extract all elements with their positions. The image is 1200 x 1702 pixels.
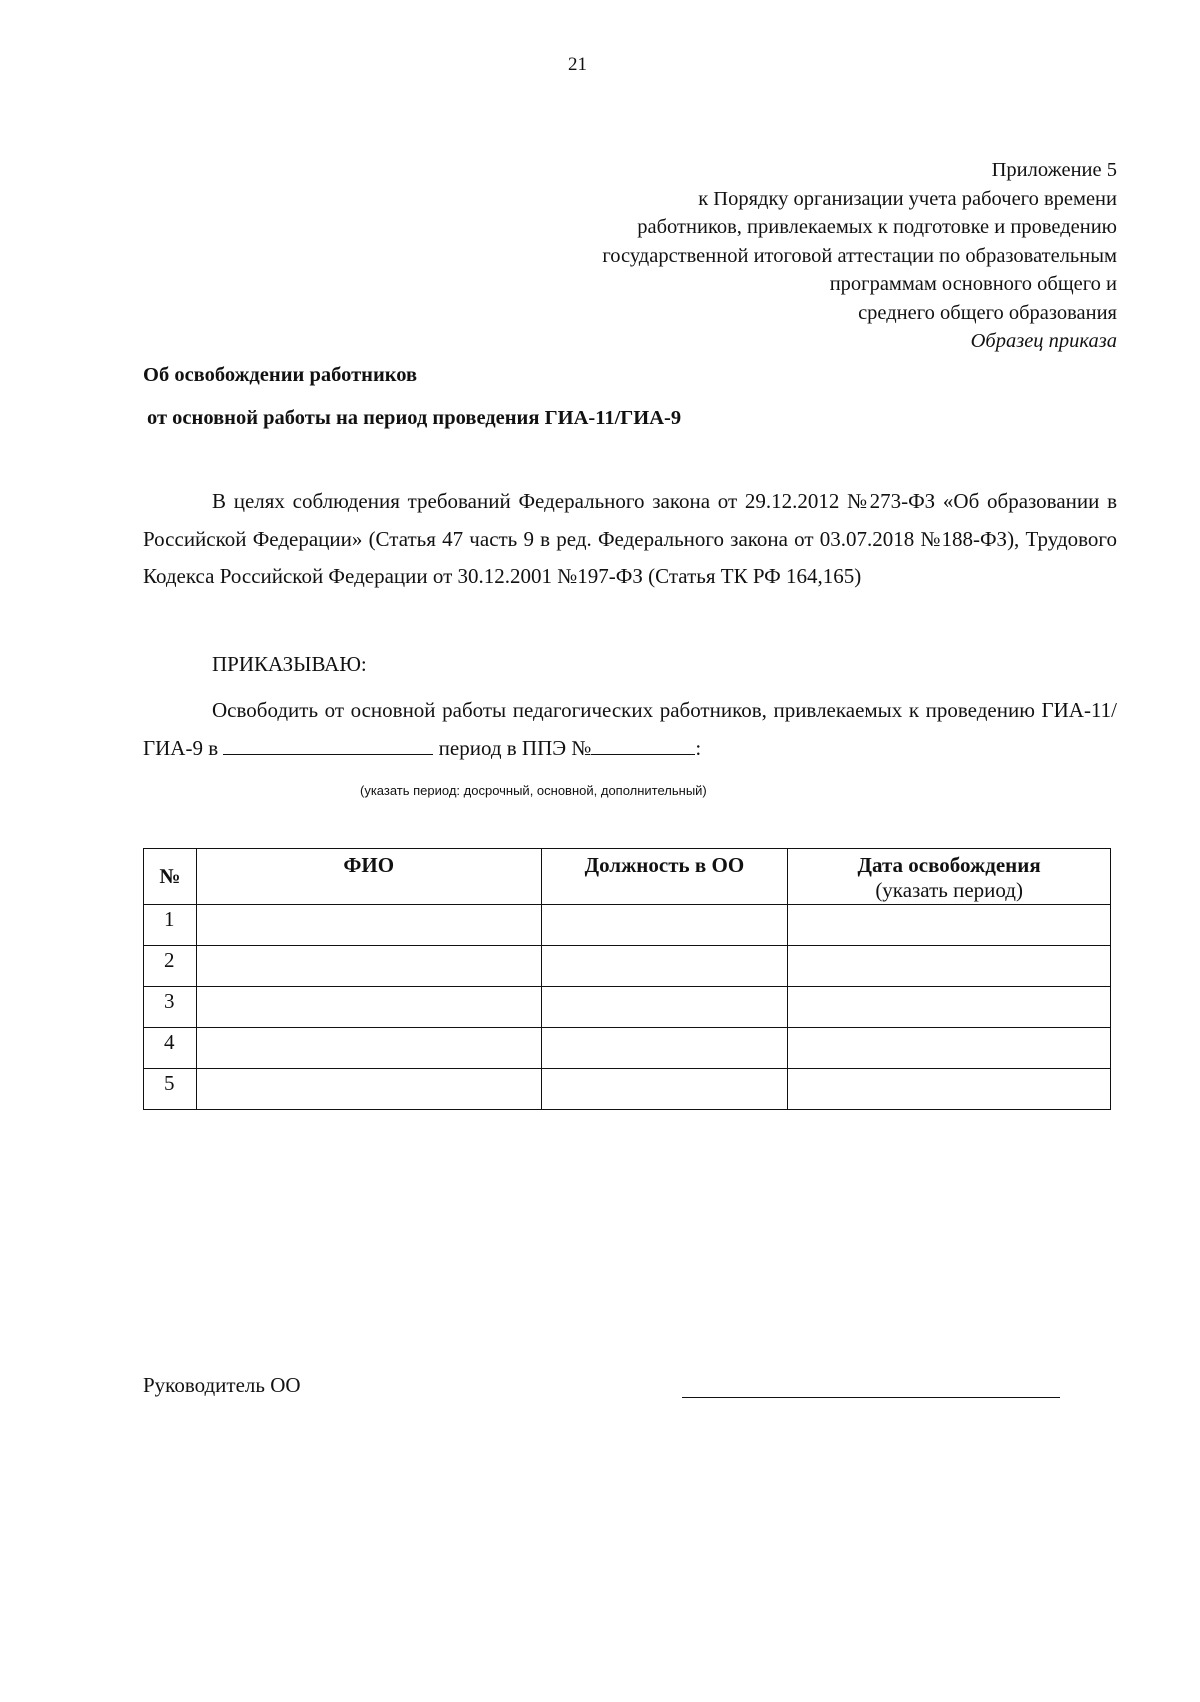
header-position: Должность в ОО xyxy=(541,849,788,905)
period-hint: (указать период: досрочный, основной, дополнительный) xyxy=(360,783,707,798)
table-row xyxy=(144,1069,1111,1110)
row-num: 2 xyxy=(144,946,197,987)
table-row xyxy=(144,1028,1111,1069)
period-blank[interactable] xyxy=(223,736,433,755)
ppe-number-blank[interactable] xyxy=(591,736,695,755)
cell-position[interactable] xyxy=(541,946,788,987)
appendix-line: среднего общего образования xyxy=(858,301,1117,324)
appendix-line: к Порядку организации учета рабочего времени xyxy=(698,187,1117,210)
order-word: ПРИКАЗЫВАЮ: xyxy=(212,652,367,676)
cell-fio[interactable] xyxy=(196,987,541,1028)
release-paragraph xyxy=(143,692,1117,767)
header-date xyxy=(788,849,1111,905)
row-num: 5 xyxy=(144,1069,197,1110)
cell-position[interactable] xyxy=(541,1028,788,1069)
order-title-line-2: от основной работы на период проведения ГИА-11/ГИА-9 xyxy=(147,407,682,429)
page-number: 21 xyxy=(568,54,587,75)
cell-date[interactable] xyxy=(788,1028,1111,1069)
cell-position[interactable] xyxy=(541,1069,788,1110)
cell-date[interactable] xyxy=(788,946,1111,987)
order-title-line-1: Об освобождении работников xyxy=(143,364,418,386)
cell-fio[interactable] xyxy=(196,905,541,946)
table-header-row xyxy=(144,849,1111,905)
header-num: № xyxy=(144,849,197,905)
header-fio: ФИО xyxy=(196,849,541,905)
release-text-end: : xyxy=(695,735,702,760)
row-num: 4 xyxy=(144,1028,197,1069)
intro-paragraph: В целях соблюдения требований Федерального закона от 29.12.2012 №273-ФЗ «Об образовании в Российской Федерации» (Статья 47 часть 9 в ред. Федерального закона от 03.07.2018 №188-ФЗ), Трудового Кодекса Российской Федерации от 30.12.2001 №197-ФЗ (Статья ТК РФ 164,165) xyxy=(143,489,1117,588)
table-row xyxy=(144,987,1111,1028)
cell-date[interactable] xyxy=(788,905,1111,946)
release-text-before: Освободить от основной работы педагогических работников, привлекаемых к проведению ГИА-11/ГИА-9 в xyxy=(143,698,1117,760)
appendix-line: работников, привлекаемых к подготовке и проведению xyxy=(637,216,1117,238)
cell-date[interactable] xyxy=(788,987,1111,1028)
appendix-line: Приложение 5 xyxy=(991,159,1117,181)
appendix-block xyxy=(477,156,1117,356)
header-date-sub: (указать период) xyxy=(875,878,1023,902)
signature-line[interactable] xyxy=(682,1397,1060,1398)
appendix-line: программам основного общего и xyxy=(829,273,1117,295)
release-text-middle: период в ППЭ № xyxy=(433,735,592,760)
staff-table xyxy=(143,848,1111,1110)
table-row xyxy=(144,905,1111,946)
signature-label: Руководитель ОО xyxy=(143,1373,301,1397)
table-row xyxy=(144,946,1111,987)
header-date-label: Дата освобождения xyxy=(857,853,1041,877)
cell-date[interactable] xyxy=(788,1069,1111,1110)
cell-position[interactable] xyxy=(541,905,788,946)
cell-fio[interactable] xyxy=(196,1069,541,1110)
row-num: 3 xyxy=(144,987,197,1028)
cell-position[interactable] xyxy=(541,987,788,1028)
cell-fio[interactable] xyxy=(196,946,541,987)
appendix-line: государственной итоговой аттестации по образовательным xyxy=(602,244,1117,267)
sample-label: Образец приказа xyxy=(970,330,1117,352)
row-num: 1 xyxy=(144,905,197,946)
cell-fio[interactable] xyxy=(196,1028,541,1069)
